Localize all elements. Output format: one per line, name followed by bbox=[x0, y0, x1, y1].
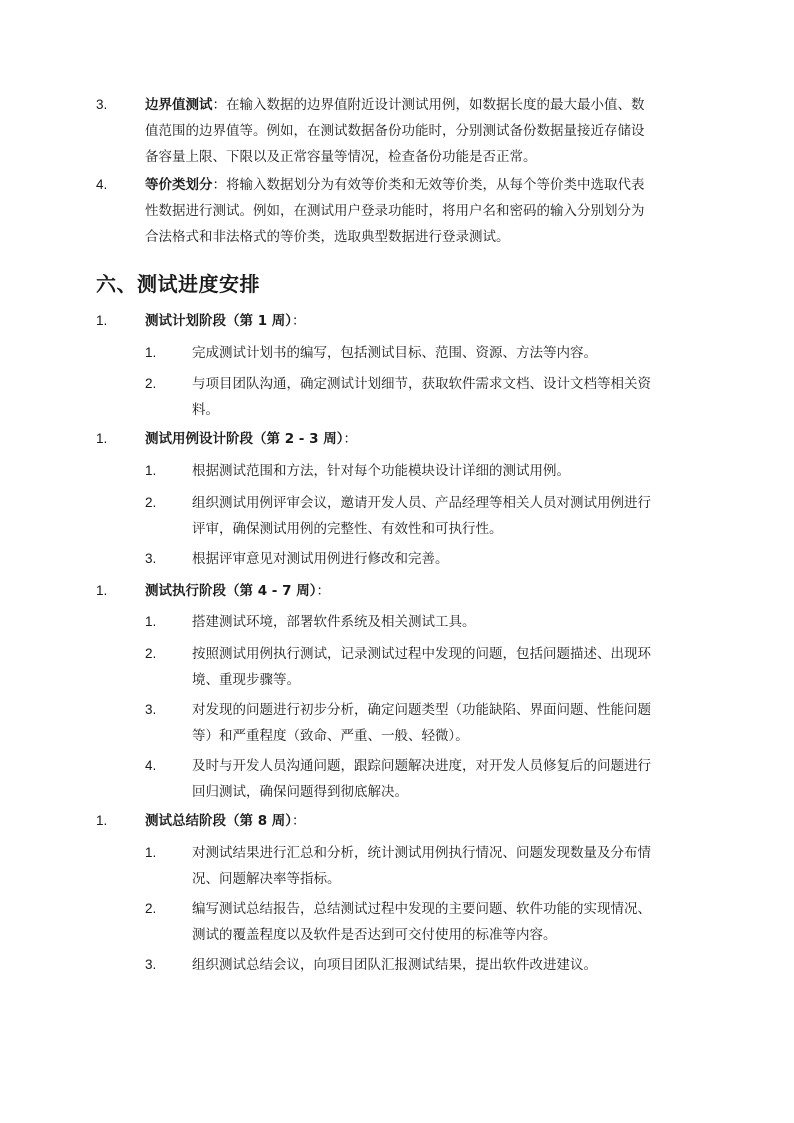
document-page: 3. 边界值测试：在输入数据的边界值附近设计测试用例，如数据长度的最大最小值、数 值范围的边界值等。例如，在测试数据备份功能时，分别测试备份数据量接近存储设 备容量上限、下限以及正常容量等情况，检查备份功能是否正常。 4. 等价类划分：将输入数据划分为有效等价类和无效等价类，从每个等价类中选取代表 性数据进行测试。例如，在测试用户登录功能时，将用户名和密码的输入分别划分为 合法格式和非法格式的等价类，选取典型数据进行登录测试。 六、测试进度安排 1. 测试计划阶段（第 1 周）： 1. 完成测试计划书的编写，包括测试目标、范围、资源、方法等内容。 2. 与项目团队沟通，确定测试计划细节，获取软件需求文档、设计文档等相关资 料。 1. 测试用例设计阶段（第 2 - 3 周）： 1. 根据测试范围和方法，针对每个功能模块设计详细的测试用例。 2. 组织测试用例评审会议，邀请开发人员、产品经理等相关人员对测试用例进行 评审，确保测试用例的完整性、有效性和可执行性。 3. 根据评审意见对测试用例进行修改和完善。 1. 测试执行阶段（第 4 - 7 周）： 1. 搭建测试环境，部署软件系统及相关测试工具。 2. 按照测试用例执行测试，记录测试过程中发现的问题，包括问题描述、出现环 境、重现步骤等。 3. 对发现的问题进行初步分析，确定问题类型（功能缺陷、界面问题、性能问题 等）和严重程度（致命、严重、一般、轻微）。 4. 及时与开发人员沟通问题，跟踪问题解决进度，对开发人员修复后的问题进行 回归测试，确保问题得到彻底解决。 1. 测试总结阶段（第 8 周）： 1. 对测试结果进行汇总和分析，统计测试用例执行情况、问题发现数量及分布情 况、问题解决率等指标。 2. 编写测试总结报告，总结测试过程中发现的主要问题、软件功能的实现情况、 测试的覆盖程度以及软件是否达到可交付使用的标准等内容。 3. 组织测试总结会议，向项目团队汇报测试结果，提出软件改进建议。 bbox=[0, 0, 794, 1123]
term: 边界值测试 bbox=[145, 97, 213, 113]
list-number: 3. bbox=[145, 551, 157, 566]
list-number: 1. bbox=[96, 583, 108, 598]
list-number: 4. bbox=[96, 177, 108, 192]
phase-title: 测试执行阶段（第 4 - 7 周） bbox=[145, 583, 317, 599]
list-number: 2. bbox=[145, 901, 157, 916]
list-number: 4. bbox=[145, 758, 157, 773]
list-number: 1. bbox=[145, 614, 157, 629]
term: 等价类划分 bbox=[145, 177, 213, 193]
list-text: 边界值测试：在输入数据的边界值附近设计测试用例，如数据长度的最大最小值、数 值范围的边界值等。例如，在测试数据备份功能时，分别测试备份数据量接近存储设 备容量上限、下限以及正常容量等情况，检查备份功能是否正常。 bbox=[145, 97, 645, 165]
list-number: 3. bbox=[145, 702, 157, 717]
list-text: 等价类划分：将输入数据划分为有效等价类和无效等价类，从每个等价类中选取代表 性数据进行测试。例如，在测试用户登录功能时，将用户名和密码的输入分别划分为 合法格式和非法格式的等价类，选取典型数据进行登录测试。 bbox=[145, 177, 645, 245]
list-number: 1. bbox=[96, 313, 108, 328]
list-number: 1. bbox=[96, 431, 108, 446]
list-number: 2. bbox=[145, 495, 157, 510]
list-number: 3. bbox=[145, 957, 157, 972]
list-number: 2. bbox=[145, 646, 157, 661]
list-number: 2. bbox=[145, 376, 157, 391]
list-number: 3. bbox=[96, 97, 108, 112]
phase-title: 测试用例设计阶段（第 2 - 3 周） bbox=[145, 431, 344, 447]
list-number: 1. bbox=[145, 345, 157, 360]
list-number: 1. bbox=[96, 813, 108, 828]
section-heading: 六、测试进度安排 bbox=[96, 272, 260, 296]
phase-title: 测试总结阶段（第 8 周） bbox=[145, 813, 293, 829]
phase-title: 测试计划阶段（第 1 周） bbox=[145, 313, 293, 329]
list-number: 1. bbox=[145, 463, 157, 478]
list-number: 1. bbox=[145, 845, 157, 860]
